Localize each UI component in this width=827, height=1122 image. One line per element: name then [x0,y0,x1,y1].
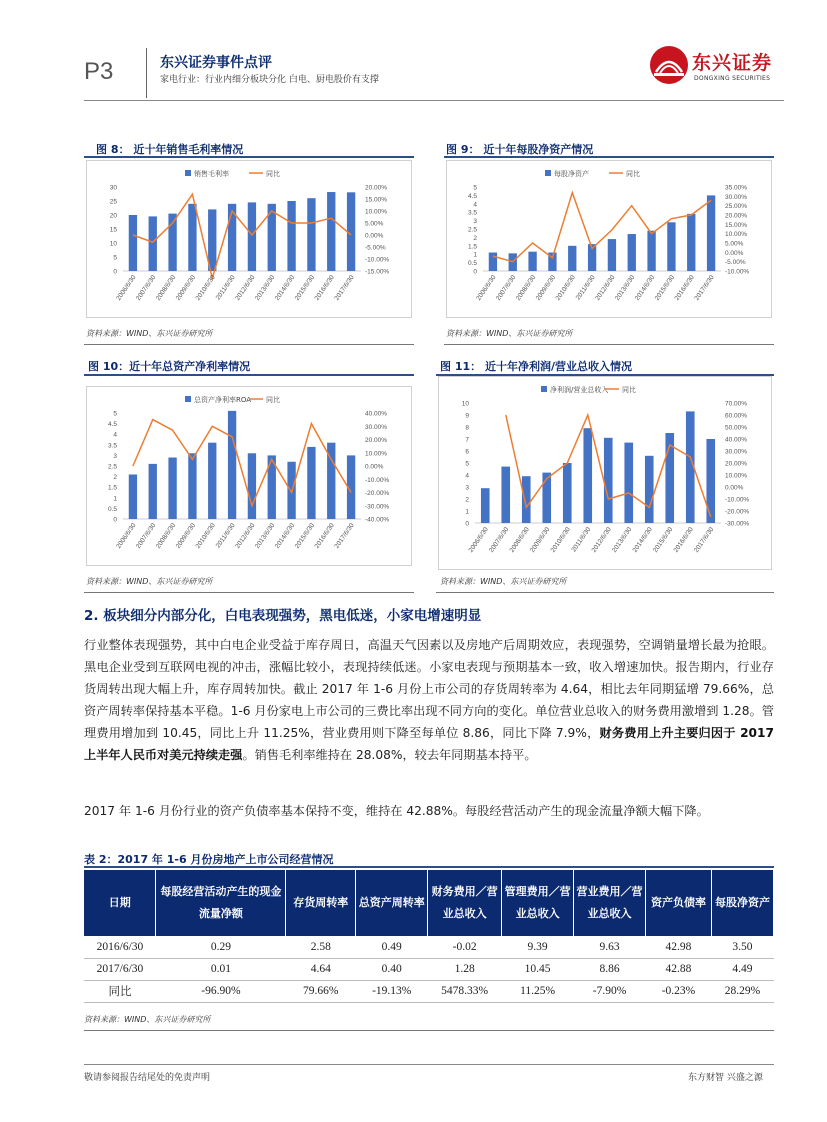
table-cell: 9.39 [502,936,574,958]
col-header-asset-turnover: 总资产周转率 [356,870,428,936]
operating-data-table [84,870,774,1003]
x-tick-label: 2010/6/30 [194,522,217,550]
table-cell: 1.28 [428,958,502,980]
table-cell: 2.58 [286,936,356,958]
y-left-tick-label: 15 [109,226,117,234]
x-tick-label: 2013/6/30 [614,274,637,302]
logo-mark-icon [650,46,688,84]
y-left-tick-label: 1 [473,251,477,259]
col-header-admin-cost: 管理费用／营业总收入 [502,870,574,936]
bar [706,439,715,523]
table-cell: -7.90% [574,980,646,1002]
body-paragraph-2: 2017 年 1-6 月份行业的资产负债率基本保持不变，维持在 42.88%。每股经营活动产生的现金流量净额大幅下降。 [84,804,709,818]
table-cell: 2017/6/30 [84,958,156,980]
legend-bar-label: 每股净资产 [554,170,589,178]
table-cell: 42.88 [646,958,712,980]
y-left-tick-label: 5 [113,254,117,262]
bar [481,488,490,523]
x-tick-label: 2008/6/30 [154,274,178,302]
y-left-tick-label: 9 [465,412,469,420]
y-right-tick-label: -10.00% [725,268,750,276]
footer-slogan: 东方财智 兴盛之源 [688,1073,763,1083]
bar [149,464,157,519]
x-tick-label: 2010/6/30 [194,274,217,302]
bar [188,204,196,271]
x-tick-label: 2016/6/30 [313,274,336,302]
bar [208,209,216,271]
y-right-tick-label: 50.00% [725,424,748,432]
y-left-tick-label: 20 [109,212,117,220]
x-tick-label: 2011/6/30 [214,274,237,302]
x-tick-label: 2016/6/30 [313,522,336,550]
x-tick-label: 2010/6/30 [554,274,577,302]
x-tick-label: 2012/6/30 [594,274,617,302]
y-left-tick-label: 5 [113,410,117,418]
x-tick-label: 2009/6/30 [529,526,552,554]
x-tick-label: 2015/6/30 [293,522,317,550]
table-cell: 8.86 [574,958,646,980]
y-left-tick-label: 1.5 [107,484,117,492]
table-cell: 3.50 [711,936,773,958]
y-right-tick-label: 10.00% [725,472,748,480]
x-tick-label: 2007/6/30 [488,526,511,554]
table-title-rule [84,866,774,868]
bar [489,253,497,271]
y-right-tick-label: -30.00% [365,503,390,511]
bar [645,456,654,523]
col-header-inventory-turnover: 存货周转率 [286,870,356,936]
legend-bar-swatch [185,396,191,402]
bar [568,246,576,271]
chart-legend [185,395,280,404]
bar [542,473,551,523]
table-cell: 5478.33% [428,980,502,1002]
x-tick-label: 2014/6/30 [273,274,297,302]
figure-10-title: 图 10：近十年总资产净利率情况 [88,360,251,373]
y-right-tick-label: 20.00% [365,437,388,444]
y-right-tick-label: -20.00% [365,490,390,497]
table-cell: 2016/6/30 [84,936,156,958]
y-left-tick-label: 4.5 [467,192,477,200]
bar [188,453,196,519]
x-tick-label: 2011/6/30 [214,522,237,550]
x-tick-label: 2016/6/30 [672,526,695,554]
bar [604,438,613,523]
table-cell: 28.29% [711,980,773,1002]
y-right-tick-label: 40.00% [725,436,748,444]
x-tick-label: 2014/6/30 [633,274,657,302]
y-right-tick-label: 10.00% [365,208,388,216]
series-line [133,420,351,506]
y-left-tick-label: 3.5 [107,442,117,450]
bar [687,214,695,271]
x-tick-label: 2015/6/30 [293,274,317,302]
bar [628,234,636,271]
bar [168,458,176,519]
x-tick-label: 2014/6/30 [631,526,654,554]
table-cell: 10.45 [502,958,574,980]
col-header-cashflow: 每股经营活动产生的现金流量净额 [156,870,286,936]
legend-line-label: 同比 [266,396,280,404]
x-tick-label: 2006/6/30 [467,526,490,554]
table-header-row [84,870,774,936]
y-right-tick-label: -5.00% [725,259,746,267]
table-cell: -0.02 [428,936,502,958]
y-right-tick-label: 0.00% [365,232,384,240]
chart-svg [87,161,411,317]
bar [707,195,715,271]
y-right-tick-label: 30.00% [365,423,388,431]
x-tick-label: 2009/6/30 [174,274,198,302]
table-cell: 9.63 [574,936,646,958]
bar [307,198,315,271]
x-tick-label: 2013/6/30 [254,274,277,302]
x-tick-label: 2015/6/30 [652,526,675,554]
series-line [133,194,351,278]
x-tick-label: 2012/6/30 [234,274,257,302]
x-tick-label: 2007/6/30 [495,274,518,302]
figure-11-title: 图 11： 近十年净利润/营业总收入情况 [440,360,632,373]
y-right-tick-label: 0.00% [725,484,744,492]
bar [647,231,655,271]
y-right-tick-label: 10.00% [365,450,388,458]
bar [624,443,633,523]
bar [129,474,137,519]
y-left-tick-label: 1.5 [467,243,477,251]
y-right-tick-label: -10.00% [365,476,390,484]
y-right-tick-label: 20.00% [365,184,388,192]
legend-line-label: 同比 [622,386,636,394]
y-right-tick-label: -10.00% [365,256,390,264]
y-left-tick-label: 25 [109,198,117,206]
y-left-tick-label: 2.5 [467,226,477,234]
figure-10-source-rule [84,592,414,593]
legend-line-label: 同比 [266,170,280,178]
para1-emphasis: 财务费用上升主要归因于 2017 上半年人民币对美元持续走强 [84,726,774,762]
y-right-tick-label: 40.00% [365,410,388,418]
bar [149,216,157,271]
bar [307,447,315,519]
x-tick-label: 2006/6/30 [475,274,498,302]
figure-8-chart [86,160,412,318]
y-right-tick-label: 30.00% [725,448,748,456]
x-tick-label: 2012/6/30 [234,522,257,550]
x-tick-label: 2015/6/30 [653,274,677,302]
table-cell: -19.13% [356,980,428,1002]
figure-9-rule [444,156,774,158]
y-right-tick-label: -30.00% [725,520,750,528]
y-right-tick-label: 35.00% [725,184,748,192]
y-left-tick-label: 0 [113,516,117,524]
x-tick-label: 2007/6/30 [135,274,158,302]
x-tick-label: 2017/6/30 [333,522,356,550]
y-left-tick-label: 4 [113,431,117,439]
x-tick-label: 2017/6/30 [693,526,716,554]
y-left-tick-label: 0 [465,520,469,528]
legend-line-label: 同比 [626,170,640,178]
x-tick-label: 2009/6/30 [534,274,558,302]
figure-9-title: 图 9： 近十年每股净资产情况 [446,143,594,156]
y-left-tick-label: 4 [465,472,469,480]
x-tick-label: 2008/6/30 [508,526,531,554]
legend-bar-swatch [541,386,547,392]
x-tick-label: 2009/6/30 [174,522,198,550]
figure-8-rule [84,156,414,158]
table-cell: 4.64 [286,958,356,980]
y-right-tick-label: 0.00% [365,463,384,471]
x-tick-label: 2017/6/30 [333,274,356,302]
y-left-tick-label: 2.5 [107,463,117,471]
y-left-tick-label: 0 [113,268,117,276]
y-right-tick-label: 70.00% [725,400,748,408]
table-source-rule [84,1030,774,1031]
chart-legend [541,385,636,394]
bar [228,411,236,519]
y-right-tick-label: 10.00% [725,231,748,239]
para1-text: 行业整体表现强势，其中白电企业受益于库存周日，高温天气因素以及房地产后周期效应，表现强势，空调销量增长最为抢眼。黑电企业受到互联网电视的冲击，涨幅比较小，表现持续低迷。小家电表现与预期基本一致，收入增速加快。报告期内，行业存货周转出现大幅上升，库存周转加快。截止 2017 年 1-6 月份上市公司的存货周转率为 4.64，相比去年同期猛增 79.66%，总资产周转率保持基本平稳。1-6 月份家电上市公司的三费比率出现不同方向的变化。单位营业总收入的财务费用激增到 1.28。管理费用增加到 10.45，同比上升 11.25%，营业费用则下降至每单位 8.86，同比下降 7.9%， [84,638,774,740]
chart-svg [439,377,771,569]
y-left-tick-label: 7 [465,436,469,444]
bar [528,252,536,271]
table-cell: 0.40 [356,958,428,980]
logo-english: DONGXING SECURITIES [694,75,771,82]
y-left-tick-label: 0 [473,268,477,276]
table-cell: 同比 [84,980,156,1002]
y-right-tick-label: 25.00% [725,203,748,211]
bar [522,476,531,523]
header-divider [146,48,147,98]
y-left-tick-label: 30 [109,184,117,192]
table-cell: 0.29 [156,936,286,958]
report-title: 东兴证券事件点评 [160,55,272,71]
report-subtitle: 家电行业：行业内细分板块分化 白电、厨电股价有支撑 [160,75,379,85]
y-right-tick-label: 15.00% [725,221,748,229]
bar [327,192,335,271]
figure-8-source: 资料来源：WIND、东兴证券研究所 [86,329,213,338]
bar [563,463,572,523]
y-left-tick-label: 1 [465,508,469,516]
figure-8-title: 图 8： 近十年销售毛利率情况 [96,143,244,156]
figure-10-rule [84,374,414,376]
y-right-tick-label: -10.00% [725,496,750,504]
figure-11-chart [438,376,772,570]
y-right-tick-label: 20.00% [725,460,748,468]
x-tick-label: 2010/6/30 [549,526,572,554]
table-cell: -96.90% [156,980,286,1002]
bar [667,222,675,271]
y-left-tick-label: 3 [113,452,117,460]
x-tick-label: 2007/6/30 [135,522,158,550]
col-header-debt-ratio: 资产负债率 [646,870,712,936]
figure-11-source: 资料来源：WIND、东兴证券研究所 [440,577,567,586]
y-left-tick-label: 5 [465,460,469,468]
table-cell: 4.49 [711,958,773,980]
legend-bar-swatch [545,170,551,176]
bar [583,428,592,523]
table-row [84,980,774,1002]
y-left-tick-label: 3 [465,484,469,492]
bar [608,239,616,271]
col-header-date: 日期 [84,870,156,936]
x-tick-label: 2013/6/30 [611,526,634,554]
bar [248,453,256,519]
table-cell: -0.23% [646,980,712,1002]
col-header-bvps: 每股净资产 [711,870,773,936]
header-rule [84,100,784,101]
chart-legend [185,169,280,178]
figure-11-source-rule [436,592,774,593]
y-right-tick-label: 0.00% [725,249,744,257]
legend-bar-label: 总资产净利率ROA [194,396,252,404]
legend-bar-label: 销售毛利率 [194,170,229,178]
body-paragraph-1 [84,634,774,766]
y-left-tick-label: 1 [113,495,117,503]
y-right-tick-label: 5.00% [365,220,384,228]
table-title: 表 2：2017 年 1-6 月份房地产上市公司经营情况 [84,853,334,866]
section-heading: 2. 板块细分内部分化，白电表现强势，黑电低迷，小家电增速明显 [84,608,482,624]
x-tick-label: 2014/6/30 [273,522,297,550]
bar [129,215,137,271]
x-tick-label: 2012/6/30 [590,526,613,554]
legend-bar-swatch [185,170,191,176]
footer-rule [84,1064,774,1065]
y-right-tick-label: -15.00% [365,268,390,276]
y-right-tick-label: 60.00% [725,412,748,420]
figure-10-source: 资料来源：WIND、东兴证券研究所 [86,577,213,586]
y-left-tick-label: 4.5 [107,421,117,429]
y-left-tick-label: 2 [473,234,477,242]
y-left-tick-label: 3 [473,218,477,226]
series-line [493,193,711,262]
col-header-selling-cost: 营业费用／营业总收入 [574,870,646,936]
figure-9-chart [446,160,772,318]
x-tick-label: 2008/6/30 [154,522,178,550]
x-tick-label: 2006/6/30 [115,522,138,550]
x-tick-label: 2011/6/30 [570,526,593,554]
figure-8-source-rule [84,344,414,345]
y-left-tick-label: 10 [109,240,117,248]
y-right-tick-label: -40.00% [365,516,390,524]
figure-9-source-rule [444,344,774,345]
y-left-tick-label: 2 [113,474,117,482]
figure-10-chart [86,386,412,566]
table-source: 资料来源：WIND、东兴证券研究所 [84,1015,211,1024]
bar [208,443,216,519]
table-cell: 0.49 [356,936,428,958]
col-header-finance-cost: 财务费用／营业总收入 [428,870,502,936]
x-tick-label: 2008/6/30 [514,274,538,302]
y-left-tick-label: 2 [465,496,469,504]
table-cell: 79.66% [286,980,356,1002]
footer-disclaimer: 敬请参阅报告结尾处的免责声明 [84,1073,211,1083]
table-row [84,958,774,980]
figure-9-source: 资料来源：WIND、东兴证券研究所 [446,329,573,338]
y-right-tick-label: 30.00% [725,193,748,201]
company-logo [650,46,780,92]
chart-svg [447,161,771,317]
y-left-tick-label: 8 [465,424,469,432]
y-left-tick-label: 0.5 [107,505,117,513]
table-cell: 11.25% [502,980,574,1002]
table-cell: 42.98 [646,936,712,958]
x-tick-label: 2011/6/30 [574,274,597,302]
y-right-tick-label: -20.00% [725,508,750,516]
page-number: P3 [84,58,114,85]
x-tick-label: 2006/6/30 [115,274,138,302]
y-left-tick-label: 0.5 [467,260,477,268]
y-left-tick-label: 5 [473,184,477,192]
x-tick-label: 2016/6/30 [673,274,696,302]
table-row [84,936,774,958]
x-tick-label: 2013/6/30 [254,522,277,550]
y-left-tick-label: 4 [473,201,477,209]
para1-text-end: 。销售毛利率维持在 28.08%，较去年同期基本持平。 [242,748,537,762]
y-left-tick-label: 6 [465,448,469,456]
logo-text: 东兴证券 [692,52,773,74]
y-right-tick-label: 20.00% [725,212,748,220]
table-cell: 0.01 [156,958,286,980]
x-tick-label: 2017/6/30 [693,274,716,302]
bar [501,467,510,523]
chart-svg [87,387,411,565]
y-right-tick-label: -5.00% [365,244,386,252]
y-left-tick-label: 10 [461,400,469,408]
bar [248,202,256,271]
legend-bar-label: 净利润/营业总收入 [550,386,609,394]
chart-legend [545,169,640,178]
y-left-tick-label: 3.5 [467,209,477,217]
y-right-tick-label: 15.00% [365,196,388,204]
bar [287,201,295,271]
y-right-tick-label: 5.00% [725,240,744,248]
